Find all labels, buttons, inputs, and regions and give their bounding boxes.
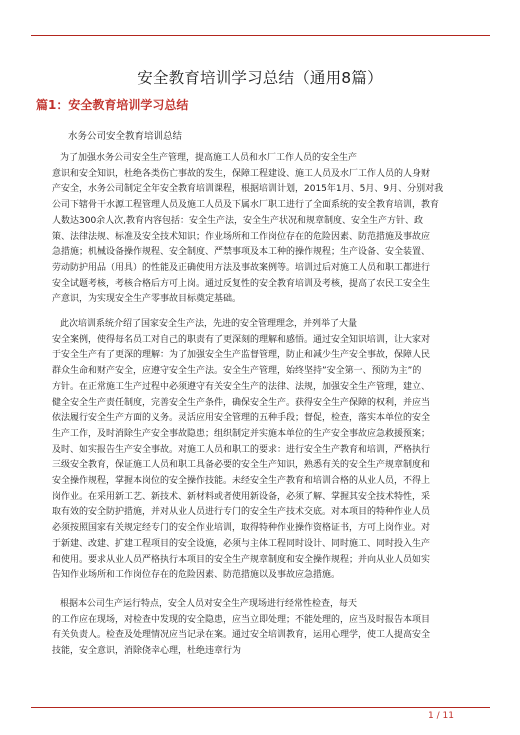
- paragraph-line: 技能，安全意识，消除侥幸心理，杜绝违章行为: [52, 646, 242, 657]
- paragraph-line: 生产工作，及时消除生产安全事故隐患；组织制定并实施本单位的生产安全事故应急救援预案；: [52, 428, 431, 439]
- paragraph-line: 岗作业。在采用新工艺、新技术、新材料或者使用新设备，必须了解、掌握其安全技术特性，采: [52, 491, 431, 502]
- section-heading: 篇1：安全教育培训学习总结: [36, 98, 189, 112]
- paragraph-line: 急措施；机械设备操作规程、安全制度、严禁事项及本工种的操作规程；生产设备、安全装置、: [52, 247, 431, 258]
- paragraph-line: 有关负责人。检查及处理情况应当记录在案。通过安全培训教育，运用心理学，使工人提高安全: [52, 630, 431, 641]
- paragraph-line: 依法履行安全生产方面的义务。灵活应用安全管理的五种手段；督促，检查，落实本单位的安全: [52, 413, 431, 424]
- paragraph-line: 产意识，为实现安全生产零事故目标奠定基础。: [52, 294, 242, 305]
- paragraph-line: 根据本公司生产运行特点，安全人员对安全生产现场进行经常性检查，每天: [60, 599, 358, 609]
- paragraph-line: 于安全生产有了更深的理解：为了加强安全生产监督管理，防止和减少生产安全事故，保障人民: [52, 350, 431, 361]
- paragraph-line: 告知作业场所和工作岗位存在的危险因素、防范措施以及事故应急措施。: [52, 570, 341, 581]
- paragraph-line: 健全安全生产责任制度，完善安全生产条件，确保安全生产。获得安全生产保障的权利，并应当: [52, 397, 431, 408]
- paragraph-2: [52, 317, 492, 584]
- paragraph-line: 取有效的安全防护措施，并对从业人员进行专门的安全生产技术交底。对本项目的特种作业人员: [52, 507, 431, 518]
- paragraph-line: 为了加强水务公司安全生产管理，提高施工人员和水厂工作人员的安全生产: [60, 153, 358, 163]
- paragraph-line: 及时、如实报告生产安全事故。对施工人员和职工的要求：进行安全生产教育和培训，严格执行: [52, 444, 431, 455]
- paragraph-line: 产安全，水务公司制定全年安全教育培训课程，根据培训计划，2015年1月、5月、9月、分别对我: [52, 184, 444, 195]
- paragraph-line: 意识和安全知识，杜绝各类伤亡事故的发生，保障工程建设、施工人员及水厂工作人员的人身财: [52, 168, 431, 179]
- article-subheading: 水务公司安全教育培训总结: [68, 131, 183, 142]
- paragraph-3: [52, 597, 492, 660]
- paragraph-line: 安全案例，使得每名员工对自己的职责有了更深刻的理解和感悟。通过安全知识培训，让大家对: [52, 334, 431, 345]
- paragraph-line: 安全操作规程，掌握本岗位的安全操作技能。未经安全生产教育和培训合格的从业人员，不得上: [52, 476, 431, 487]
- paragraph-line: 方针。在正常施工生产过程中必须遵守有关安全生产的法律、法规，加强安全生产管理，建立、: [52, 381, 431, 392]
- paragraph-line: 的工作应在现场，对检查中发现的安全隐患，应当立即处理；不能处理的，应当及时报告本项目: [52, 614, 431, 625]
- footer-rule: [31, 707, 490, 708]
- paragraph-line: 安全试题考核，考核合格后方可上岗。通过反复性的安全教育培训及考核，提高了农民工安全生: [52, 278, 431, 289]
- paragraph-line: 此次培训系统介绍了国家安全生产法，先进的安全管理理念，并列举了大量: [60, 319, 358, 329]
- paragraph-line: 劳动防护用品（用具）的性能及正确使用方法及事故案例等。培训过后对施工人员和职工都进行: [52, 262, 431, 273]
- paragraph-line: 人数达300余人次,教育内容包括：安全生产法，安全生产状况和规章制度、安全生产方针、政: [52, 215, 424, 226]
- paragraph-line: 于新建、改建、扩建工程项目的安全设施，必须与主体工程同时设计、同时施工、同时投入生产: [52, 538, 431, 549]
- page-indicator: 1 / 11: [428, 711, 454, 721]
- paragraph-line: 和使用。要求从业人员严格执行本项目的安全生产规章制度和安全操作规程；并向从业人员如实: [52, 554, 431, 565]
- header-rule: [31, 35, 490, 36]
- paragraph-line: 三级安全教育，保证施工人员和职工具备必要的安全生产知识，熟悉有关的安全生产规章制度和: [52, 460, 431, 471]
- paragraph-line: 策、法律法规、标准及安全技术知识；作业场所和工作岗位存在的危险因素、防范措施及事故应: [52, 231, 431, 242]
- paragraph-line: 必须按照国家有关规定经专门的安全作业培训，取得特种作业操作资格证书，方可上岗作业。对: [52, 523, 431, 534]
- paragraph-1: [52, 151, 492, 308]
- document-title: 安全教育培训学习总结（通用8篇）: [137, 69, 383, 87]
- paragraph-line: 公司下辖骨干水源工程管理人员及施工人员及下属水厂职工进行了全面系统的安全教育培训，教育: [52, 200, 440, 211]
- paragraph-line: 群众生命和财产安全，应遵守安全生产法。安全生产管理，始终坚持”安全第一、预防为主”的: [52, 366, 422, 377]
